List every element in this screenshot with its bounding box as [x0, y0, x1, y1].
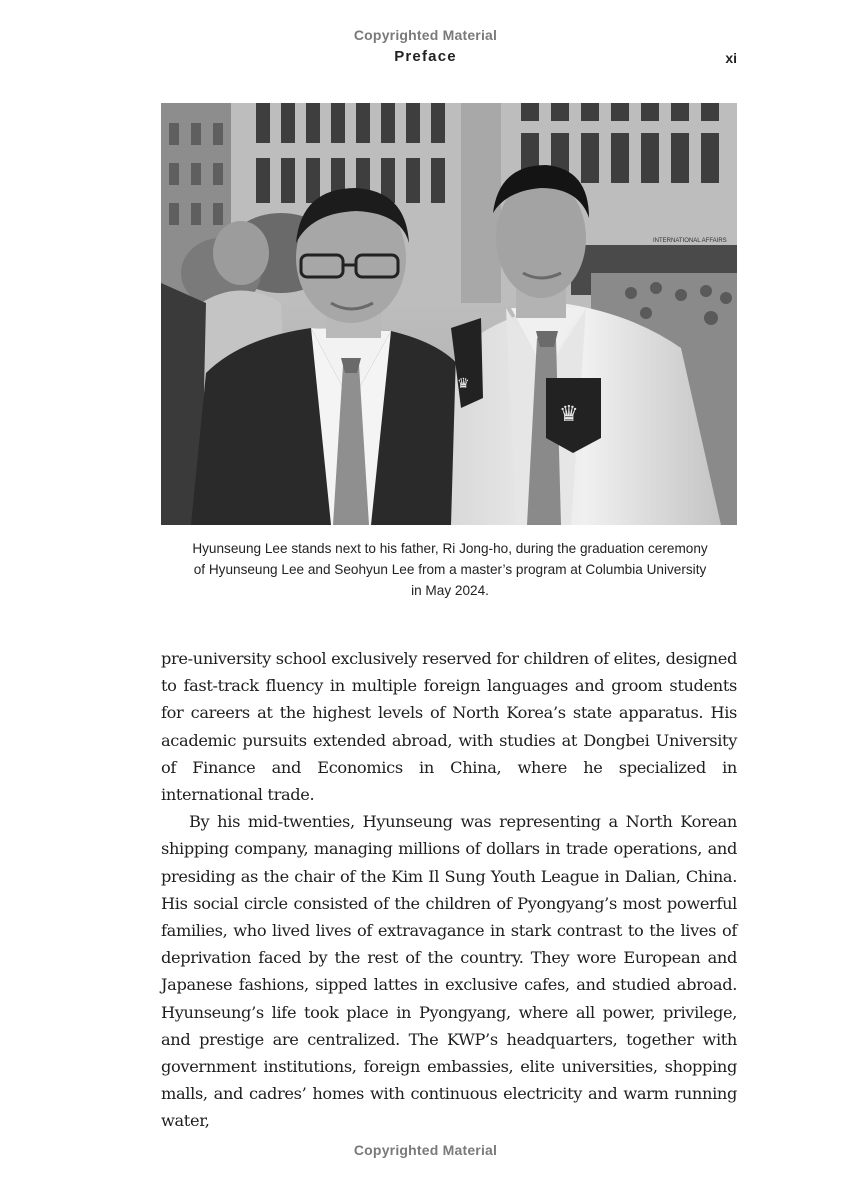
svg-text:♛: ♛: [457, 376, 470, 392]
building-sign: INTERNATIONAL AFFAIRS: [653, 238, 727, 244]
copyright-watermark-top: Copyrighted Material: [353, 27, 498, 43]
page-number: xi: [725, 50, 737, 66]
photo-caption: Hyunseung Lee stands next to his father, Ri Jong-ho, during the graduation ceremony of Hyunseung Lee and Seohyun Lee from a master’s program at Columbia University in May 2024.: [192, 541, 708, 598]
body-text: [161, 645, 737, 1135]
running-head: Preface: [394, 48, 457, 65]
paragraph-2: By his mid-twenties, Hyunseung was representing a North Korean shipping company, managing millions of dollars in trade operations, and presiding as the chair of the Kim Il Sung Youth League in Dalian, China. His social circle consisted of the children of Pyongyang’s most powerful families, who lived lives of extravagance in stark contrast to the lives of deprivation faced by the rest of the country. They wore European and Japanese fashions, sipped lattes in exclusive cafes, and studied abroad. Hyunseung’s life took place in Pyongyang, where all power, privilege, and prestige are centralized. The KWP’s headquarters, together with government institutions, foreign embassies, elite universities, shopping malls, and cadres’ homes with continuous electricity and warm running water,: [161, 812, 737, 1131]
copyright-watermark-bottom: Copyrighted Material: [353, 1142, 498, 1158]
graduation-photo: [161, 103, 737, 525]
paragraph-1: pre-university school exclusively reserved for children of elites, designed to fast-track fluency in multiple foreign languages and groom students for careers at the highest levels of North Korea’s state apparatus. His academic pursuits extended abroad, with studies at Dongbei University of Finance and Economics in China, where he specialized in international trade.: [161, 649, 737, 805]
svg-text:♛: ♛: [559, 402, 579, 427]
